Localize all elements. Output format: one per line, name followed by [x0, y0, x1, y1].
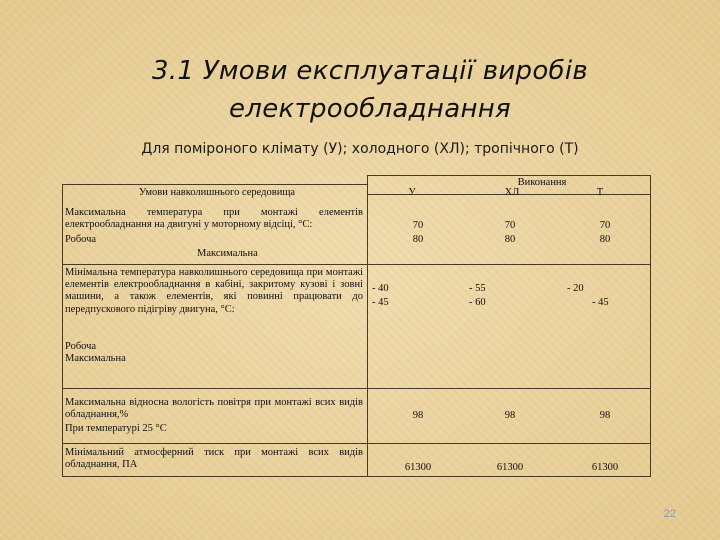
table-line-top-right	[367, 175, 651, 176]
row1-t-1: 70	[599, 220, 611, 231]
conditions-table	[62, 175, 651, 477]
row1-sub2: Максимальна	[197, 248, 258, 259]
row1-t-2: 80	[599, 234, 611, 245]
header-col-hl: ХЛ	[504, 187, 520, 198]
row2-t-1: - 20	[567, 283, 584, 294]
row4-text: Мінімальний атмосферний тиск при монтажі всих видів обладнання, ПА	[65, 447, 363, 471]
row2-text: Мінімальна температура навколишнього середовища при монтажі елементів електрообладнання в кабіні, закритому кузові і зовні машини, а також елементів, які повинні працювати до передпускового підігріву двигуна, °С:	[65, 267, 363, 315]
row4-u: 61300	[404, 462, 432, 473]
table-line-header-left	[62, 184, 367, 185]
row4-hl: 61300	[496, 462, 524, 473]
slide-title-line1: 3.1 Умови експлуатації виробів	[151, 56, 589, 86]
row1-u-2: 80	[412, 234, 424, 245]
row3-sub1: При температурі 25 °С	[65, 423, 167, 434]
row2-sub2: Максимальна	[65, 353, 126, 364]
slide-subtitle: Для поміроного клімату (У); холодного (ХЛ); тропічного (Т)	[141, 141, 579, 157]
table-line-row3	[62, 443, 651, 444]
row1-hl-2: 80	[504, 234, 516, 245]
row1-sub1: Робоча	[65, 234, 97, 245]
header-col-u: У	[408, 187, 416, 198]
header-execution: Виконання	[517, 177, 567, 188]
row2-u-1: - 40	[372, 283, 389, 294]
slide-title-line2: електрообладнання	[228, 94, 511, 124]
page-number: 22	[663, 508, 676, 520]
table-line-bottom	[62, 476, 651, 477]
slide-title	[120, 52, 620, 128]
row3-u: 98	[412, 410, 424, 421]
row1-text: Максимальна температура при монтажі елементів електрообладнання на двигуні у моторному відсіці, °С:	[65, 207, 363, 231]
row1-u-1: 70	[412, 220, 424, 231]
row4-t: 61300	[591, 462, 619, 473]
row2-hl-1: - 55	[469, 283, 486, 294]
header-conditions: Умови навколишнього середовища	[138, 187, 296, 198]
row3-t: 98	[599, 410, 611, 421]
header-col-t: Т	[596, 187, 604, 198]
row2-t-2: - 45	[592, 297, 609, 308]
table-line-left	[62, 184, 63, 477]
row2-sub1: Робоча	[65, 341, 97, 352]
row2-hl-2: - 60	[469, 297, 486, 308]
row3-hl: 98	[504, 410, 516, 421]
table-line-row2	[62, 388, 651, 389]
row2-u-2: - 45	[372, 297, 389, 308]
table-line-divider	[367, 175, 368, 477]
table-line-row1	[62, 264, 651, 265]
row1-hl-1: 70	[504, 220, 516, 231]
table-line-right	[650, 175, 651, 477]
row3-text: Максимальна відносна вологість повітря при монтажі всих видів обладнання,%	[65, 397, 363, 421]
